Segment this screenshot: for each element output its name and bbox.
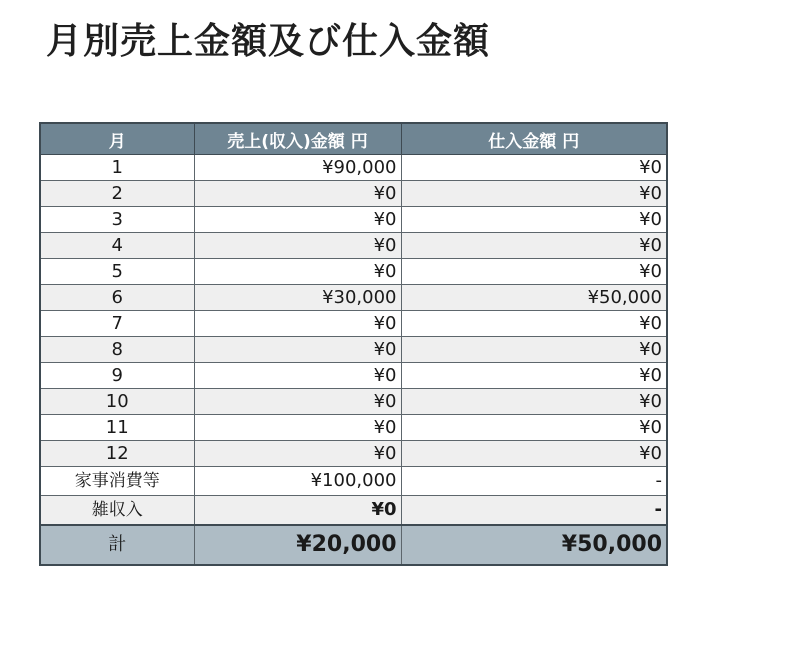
month-cell[interactable]: 8 (40, 337, 194, 363)
purchase-cell[interactable]: ¥0 (401, 337, 667, 363)
sales-cell[interactable]: ¥0 (194, 207, 401, 233)
month-cell[interactable]: 6 (40, 285, 194, 311)
month-cell[interactable]: 12 (40, 441, 194, 467)
month-cell[interactable]: 10 (40, 389, 194, 415)
header-month: 月 (40, 123, 194, 155)
table-row (40, 181, 667, 207)
month-cell[interactable]: 11 (40, 415, 194, 441)
table-row (40, 259, 667, 285)
household-purchase-cell[interactable]: - (401, 467, 667, 496)
purchase-cell[interactable]: ¥0 (401, 233, 667, 259)
table-row (40, 441, 667, 467)
header-sales: 売上(収入)金額 円 (194, 123, 401, 155)
table-row (40, 415, 667, 441)
misc-income-sales-cell[interactable]: ¥0 (194, 496, 401, 526)
page-title: 月別売上金額及び仕入金額 (46, 21, 491, 62)
purchase-cell[interactable]: ¥0 (401, 207, 667, 233)
sales-cell[interactable]: ¥30,000 (194, 285, 401, 311)
monthly-sales-table (39, 122, 668, 566)
month-cell[interactable]: 4 (40, 233, 194, 259)
household-consumption-row (40, 467, 667, 496)
month-cell[interactable]: 9 (40, 363, 194, 389)
misc-income-row (40, 496, 667, 526)
total-label: 計 (40, 525, 194, 565)
total-row (40, 525, 667, 565)
table-row (40, 311, 667, 337)
month-cell[interactable]: 3 (40, 207, 194, 233)
purchase-cell[interactable]: ¥0 (401, 441, 667, 467)
table-row (40, 389, 667, 415)
sales-cell[interactable]: ¥0 (194, 337, 401, 363)
sales-cell[interactable]: ¥0 (194, 441, 401, 467)
purchase-cell[interactable]: ¥0 (401, 181, 667, 207)
table-row (40, 337, 667, 363)
misc-income-label: 雑収入 (40, 496, 194, 526)
purchase-cell[interactable]: ¥0 (401, 259, 667, 285)
table-row (40, 363, 667, 389)
sales-cell[interactable]: ¥0 (194, 363, 401, 389)
purchase-cell[interactable]: ¥0 (401, 363, 667, 389)
month-cell[interactable]: 7 (40, 311, 194, 337)
purchase-cell[interactable]: ¥0 (401, 415, 667, 441)
sales-cell[interactable]: ¥90,000 (194, 155, 401, 181)
month-cell[interactable]: 1 (40, 155, 194, 181)
sales-cell[interactable]: ¥0 (194, 259, 401, 285)
purchase-cell[interactable]: ¥0 (401, 389, 667, 415)
sales-cell[interactable]: ¥0 (194, 389, 401, 415)
table-row (40, 155, 667, 181)
sales-cell[interactable]: ¥0 (194, 181, 401, 207)
sales-cell[interactable]: ¥0 (194, 233, 401, 259)
table-row (40, 233, 667, 259)
header-purchase: 仕入金額 円 (401, 123, 667, 155)
total-purchase-cell: ¥50,000 (401, 525, 667, 565)
table-row (40, 207, 667, 233)
sales-cell[interactable]: ¥0 (194, 415, 401, 441)
misc-income-purchase-cell[interactable]: - (401, 496, 667, 526)
purchase-cell[interactable]: ¥0 (401, 311, 667, 337)
table-header-row (40, 123, 667, 155)
month-cell[interactable]: 5 (40, 259, 194, 285)
household-sales-cell[interactable]: ¥100,000 (194, 467, 401, 496)
total-sales-cell: ¥20,000 (194, 525, 401, 565)
purchase-cell[interactable]: ¥50,000 (401, 285, 667, 311)
household-label: 家事消費等 (40, 467, 194, 496)
purchase-cell[interactable]: ¥0 (401, 155, 667, 181)
sales-cell[interactable]: ¥0 (194, 311, 401, 337)
month-cell[interactable]: 2 (40, 181, 194, 207)
table-row (40, 285, 667, 311)
